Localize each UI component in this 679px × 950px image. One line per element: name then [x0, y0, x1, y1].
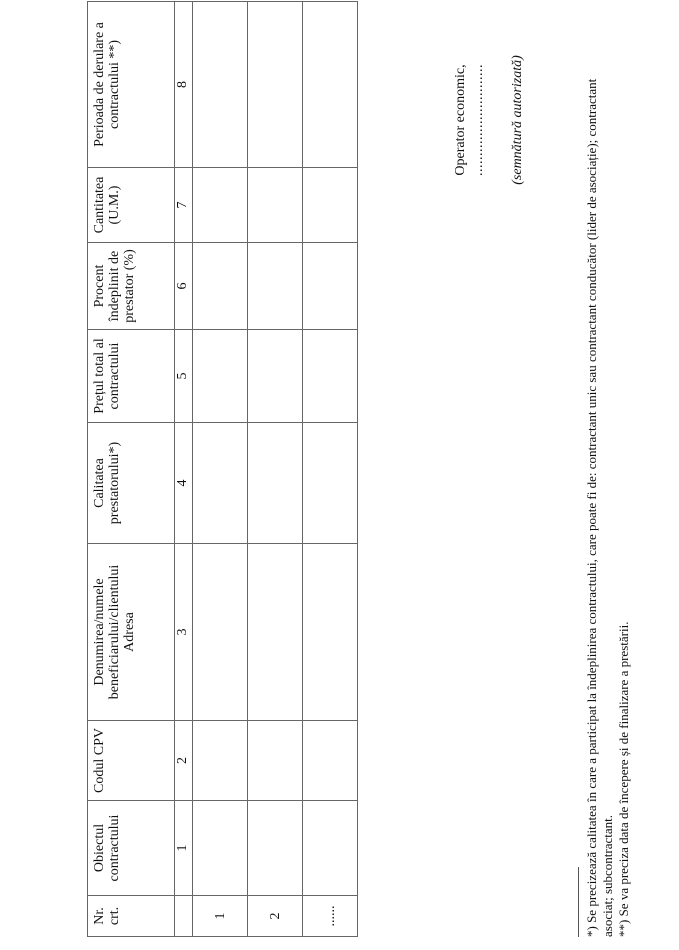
- table-cell: [193, 544, 248, 721]
- operator-label: Operator economic,: [453, 64, 468, 176]
- table-cell: [193, 801, 248, 896]
- table-cell: [193, 721, 248, 801]
- footnotes: [584, 37, 632, 937]
- table-cell: [303, 801, 358, 896]
- table-cell: [248, 801, 303, 896]
- footnote-divider: [578, 867, 579, 937]
- column-number-cell: 5: [175, 330, 193, 423]
- table-cell: [303, 544, 358, 721]
- table-cell: [248, 423, 303, 544]
- table-cell: [248, 168, 303, 243]
- column-number-row: [175, 2, 193, 937]
- table-cell: [303, 423, 358, 544]
- column-number-cell: 3: [175, 544, 193, 721]
- table-cell: [193, 423, 248, 544]
- table-cell: [248, 721, 303, 801]
- header-calitatea-prestatorului: Calitatea prestatorului*): [88, 423, 175, 544]
- column-number-cell: 4: [175, 423, 193, 544]
- header-perioada-derulare: Perioada de derulare a contractului **): [88, 2, 175, 168]
- table-cell: [303, 330, 358, 423]
- signature-caption: (semnătură autorizată): [510, 55, 525, 185]
- column-number-cell: 6: [175, 243, 193, 330]
- table-cell: [303, 2, 358, 168]
- header-beneficiar-adresa: Denumirea/numele beneficiarului/clientului Adresa: [88, 544, 175, 721]
- operator-block: [452, 20, 488, 220]
- header-pretul-total: Prețul total al contractului: [88, 330, 175, 423]
- table-cell: [193, 2, 248, 168]
- column-number-cell: [175, 896, 193, 937]
- header-row: [88, 2, 175, 937]
- header-nr-crt: Nr. crt.: [88, 896, 175, 937]
- header-procent-indeplinit: Procent îndeplinit de prestator (%): [88, 243, 175, 330]
- table-cell: [248, 330, 303, 423]
- column-number-cell: 1: [175, 801, 193, 896]
- column-number-cell: 2: [175, 721, 193, 801]
- table-row: [248, 2, 303, 937]
- column-number-cell: 7: [175, 168, 193, 243]
- table-cell: [248, 2, 303, 168]
- table-cell: [303, 243, 358, 330]
- header-cantitatea: Cantitatea (U.M.): [88, 168, 175, 243]
- row-number: 1: [193, 896, 248, 937]
- column-number-cell: 8: [175, 2, 193, 168]
- table-cell: [303, 168, 358, 243]
- row-number: 2: [248, 896, 303, 937]
- table-cell: [248, 243, 303, 330]
- header-obiectul-contractului: Obiectul contractului: [88, 801, 175, 896]
- table-cell: [193, 168, 248, 243]
- table-cell: [248, 544, 303, 721]
- footnote-perioada: **) Se va preciza data de începere și de finalizare a prestării.: [616, 621, 631, 937]
- header-codul-cpv: Codul CPV: [88, 721, 175, 801]
- contracts-table: [87, 1, 358, 937]
- table-cell: [193, 330, 248, 423]
- footnote-calitatea: *) Se precizează calitatea în care a participat la îndeplinirea contractului, care poate fi de: contractant unic sau contractant conducător (lider de asociație); contractant asociat; subcontractant.: [584, 78, 615, 937]
- table-row: [193, 2, 248, 937]
- table-cell: [193, 243, 248, 330]
- table-row: [303, 2, 358, 937]
- signature-line: ............................: [471, 64, 486, 176]
- table-cell: [303, 721, 358, 801]
- row-number: ......: [303, 896, 358, 937]
